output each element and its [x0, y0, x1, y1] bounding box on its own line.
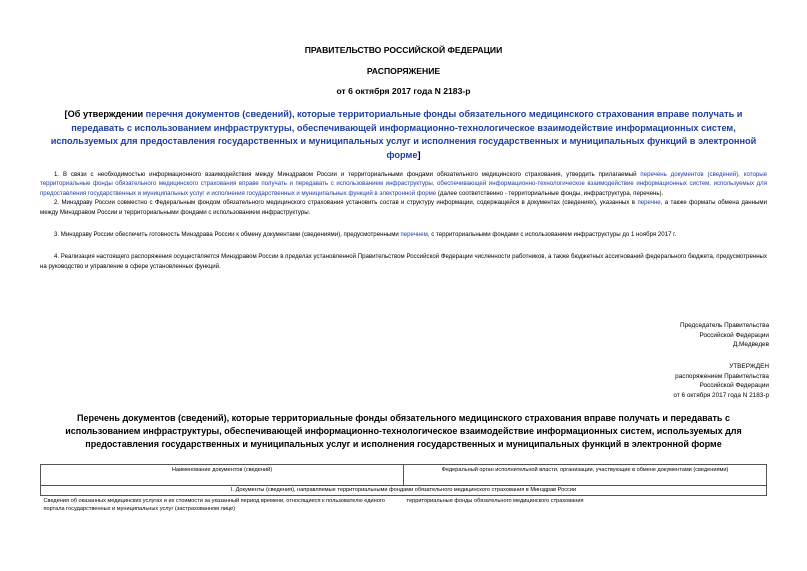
list-link-2[interactable]: перечне	[637, 199, 661, 207]
table-cell-document: Сведения об оказанных медицинских услугах и их стоимости за указанный период времени, относящиеся к пользователю единого портала государственных и муниципальных услуг (застрахованном лице)	[43, 498, 385, 512]
subject-suffix: ]	[417, 149, 421, 160]
table-header-row	[41, 465, 767, 486]
document-subject	[40, 108, 767, 162]
column-header-name: Наименование документов (сведений)	[41, 465, 404, 486]
signature-block: Председатель Правительства Российской Федерации Д.Медведев	[680, 322, 769, 349]
paragraph-4: 4. Реализация настоящего распоряжения осуществляется Минздравом России в пределах установленной Правительством Российской Федерации численности работников, а также бюджетных ассигнований федерального бюджета, предусмотренных на руководство и управление в сфере установленных функций.	[40, 253, 767, 270]
documents-table	[40, 464, 767, 514]
authority-title: ПРАВИТЕЛЬСТВО РОССИЙСКОЙ ФЕДЕРАЦИИ	[304, 45, 503, 55]
subject-prefix: [Об утверждении	[64, 109, 146, 119]
table-row	[41, 496, 767, 515]
document-type: РАСПОРЯЖЕНИЕ	[366, 66, 441, 76]
table-section-row	[41, 486, 767, 496]
list-link-3[interactable]: перечнем	[400, 231, 428, 239]
table-cell-authority: территориальные фонды обязательного медицинского страхования	[406, 498, 584, 504]
list-title: Перечень документов (сведений), которые территориальные фонды обязательного медицинского страхования вправе получать и передавать с использованием инфраструктуры, обеспечивающей информационно-технологическое взаимодействие информационных систем, используемых для предоставления государственных и муниципальных услуг и исполнения государственных и муниципальных функций в электронной форме	[65, 413, 742, 449]
paragraph-2: 2. Минздраву России совместно с Федеральным фондом обязательного медицинского страхования установить состав и структуру информации, содержащейся в документах (сведениях), указанных в перечне, а также форматы обмена данными между Минздравом России и территориальными фондами с использованием инфраструктуры.	[40, 199, 767, 216]
subject-link[interactable]: перечня документов (сведений), которые территориальные фонды обязательного медицинского страхования вправе получать и передавать с использованием инфраструктуры, обеспечивающей информационно-технологическое взаимодействие информационных систем, используемых для предоставления государственных и муниципальных услуг и исполнения государственных и муниципальных функций в электронной форме	[50, 109, 757, 160]
document-date-number: от 6 октября 2017 года N 2183-р	[336, 86, 471, 96]
section-title: I. Документы (сведения), направляемые территориальными фондами обязательного медицинского страхования в Минздрав России	[41, 486, 767, 496]
list-link[interactable]: перечень документов (сведений), которые территориальные фонды обязательного медицинского страхования вправе получать и передавать с использованием инфраструктуры, обеспечивающей информационно-технологическое взаимодействие информационных систем, используемых для предоставления государственных и муниципальных услуг и исполнения государственных и муниципальных функций в электронной форме	[40, 171, 767, 197]
paragraph-3: 3. Минздраву России обеспечить готовность Минздрава России к обмену документами (сведениями), предусмотренными перечнем, с территориальными фондами с использованием инфраструктуры до 1 ноября 2017 г.	[54, 231, 677, 239]
approval-stamp: УТВЕРЖДЕН распоряжением Правительства Российской Федерации от 6 октября 2017 года N 2183-р	[673, 363, 769, 399]
document-body	[40, 170, 767, 271]
paragraph-1: 1. В связи с необходимостью информационного взаимодействия между Минздравом России и территориальными фондами обязательного медицинского страхования, утвердить прилагаемый перечень документов (сведений), которые территориальные фонды обязательного медицинского страхования вправе получать и передавать с использованием инфраструктуры, обеспечивающей информационно-технологическое взаимодействие информационных систем, используемых для предоставления государственных и муниципальных услуг и исполнения государственных и муниципальных функций в электронной форме (далее соответственно - территориальные фонды, инфраструктура, перечень).	[40, 171, 767, 197]
column-header-authority: Федеральный орган исполнительной власти, организации, участвующие в обмене документами (сведениями)	[404, 465, 767, 486]
signatory-name: Д.Медведев	[732, 341, 769, 349]
